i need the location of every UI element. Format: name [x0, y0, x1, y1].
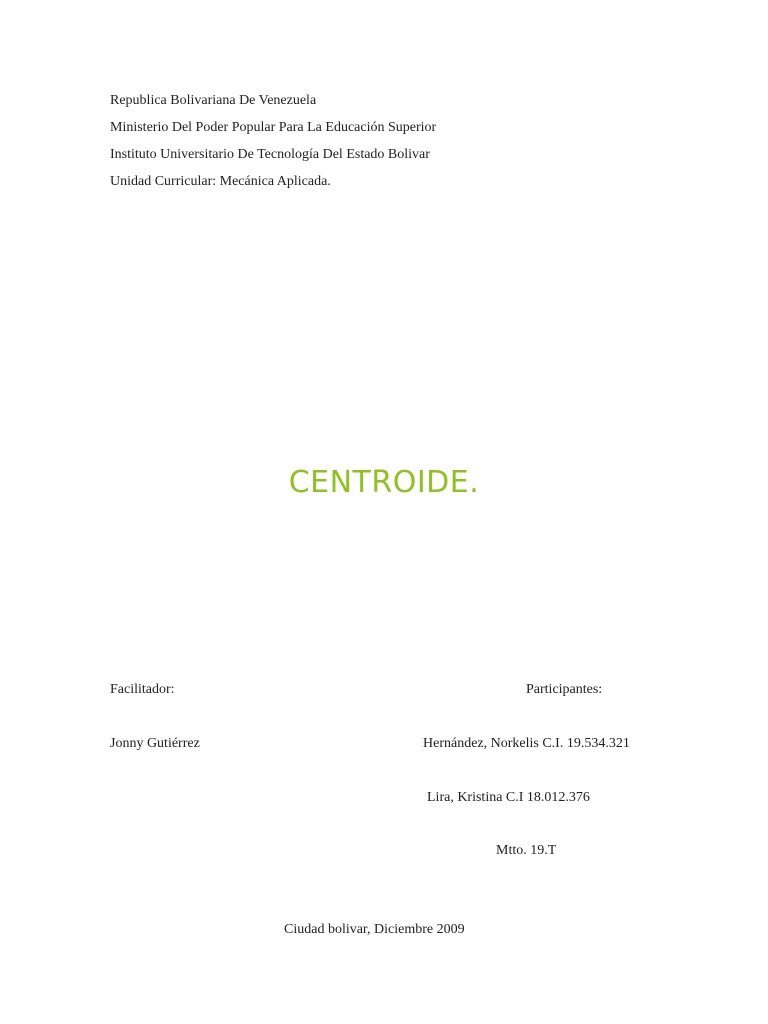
facilitator-name: Jonny Gutiérrez — [110, 736, 200, 751]
document-title: CENTROIDE. — [288, 465, 480, 500]
facilitator-label: Facilitador: — [110, 682, 175, 697]
place-and-date: Ciudad bolivar, Diciembre 2009 — [284, 922, 465, 937]
header-line-republic: Republica Bolivariana De Venezuela — [110, 93, 317, 108]
header-line-institute: Instituto Universitario De Tecnología Del Estado Bolivar — [110, 147, 430, 162]
participant-entry: Lira, Kristina C.I 18.012.376 — [427, 790, 590, 805]
section-code: Mtto. 19.T — [496, 843, 557, 858]
header-line-ministry: Ministerio Del Poder Popular Para La Educación Superior — [110, 120, 437, 135]
participants-label: Participantes: — [526, 682, 603, 697]
header-line-course: Unidad Curricular: Mecánica Aplicada. — [110, 174, 331, 189]
participant-entry: Hernández, Norkelis C.I. 19.534.321 — [423, 736, 630, 751]
